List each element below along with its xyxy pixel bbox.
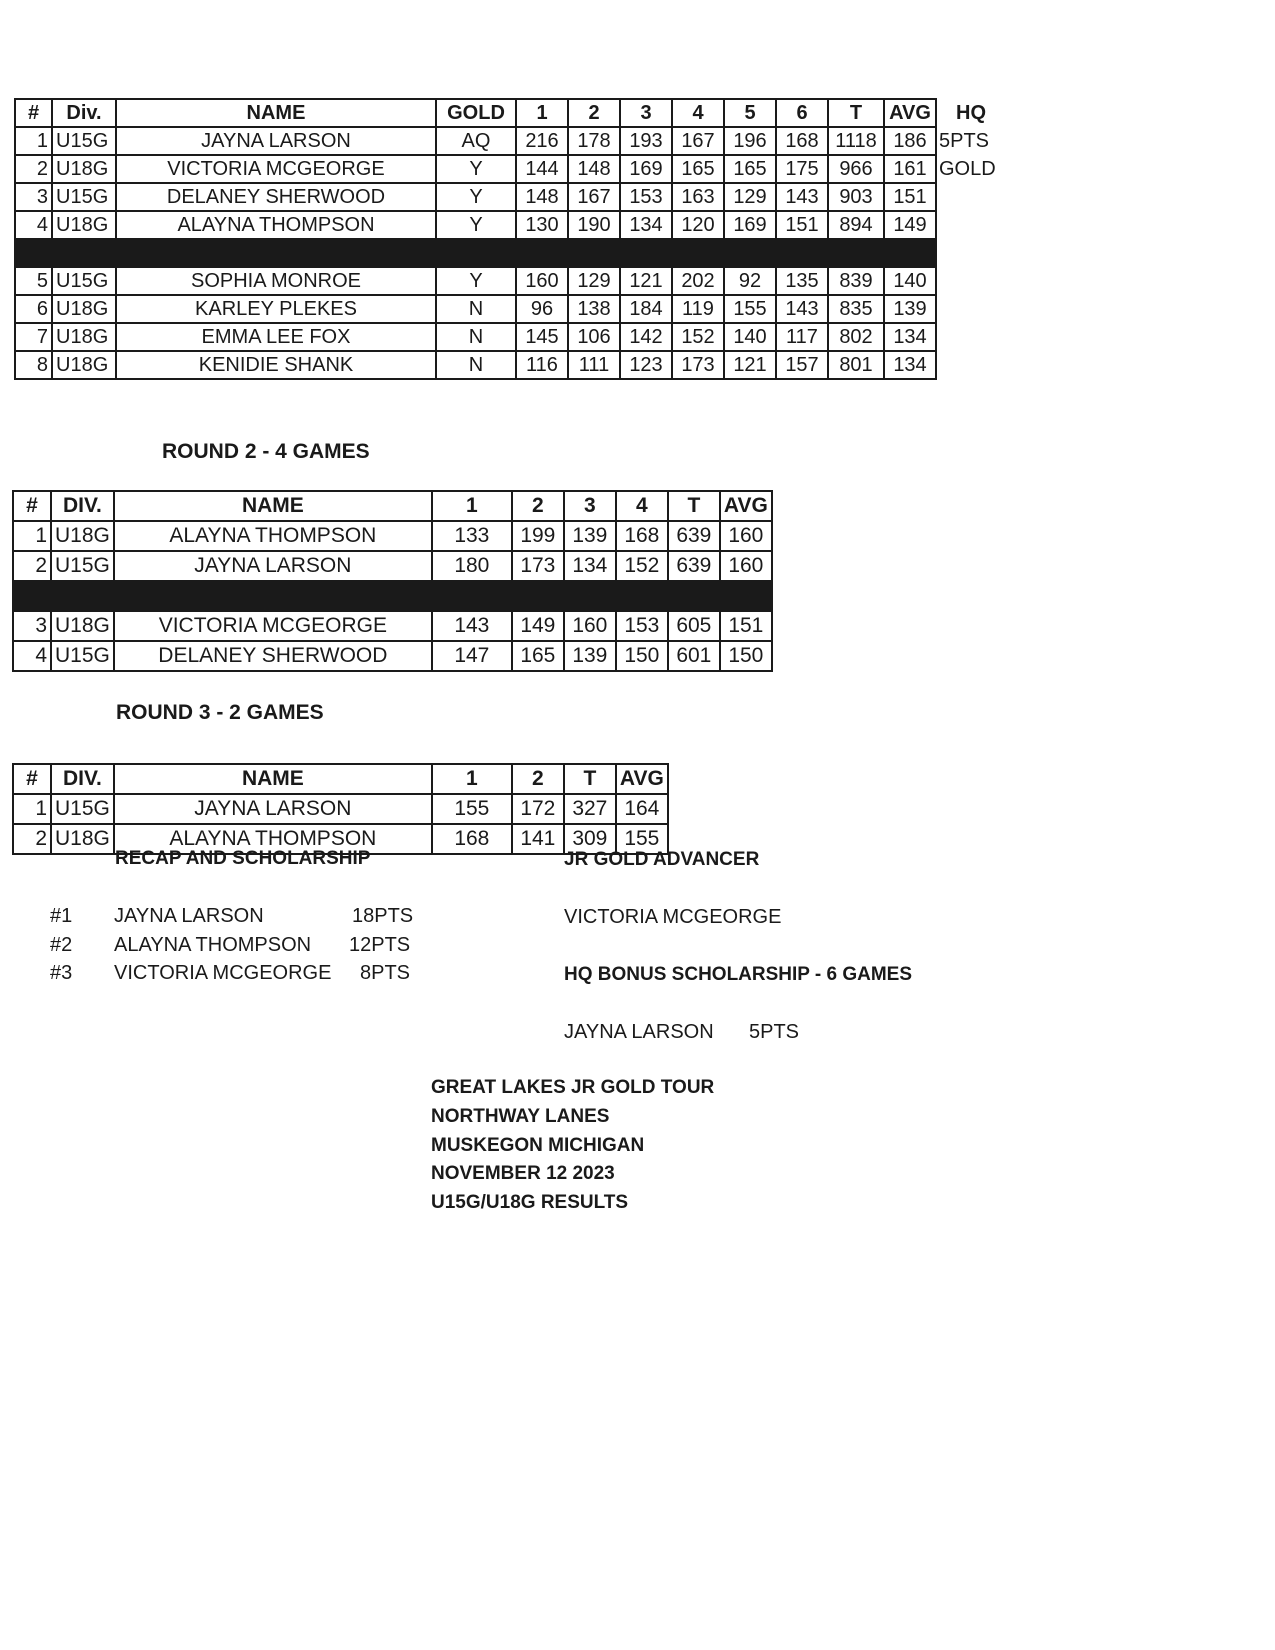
- table-cell: 839: [828, 267, 884, 295]
- cutline-separator: [15, 239, 936, 267]
- table-cell: 117: [776, 323, 828, 351]
- table-cell: 180: [432, 551, 512, 581]
- column-header: #: [13, 491, 51, 521]
- table-row: [13, 521, 772, 551]
- hq-bonus-name: JAYNA LARSON: [564, 1021, 714, 1043]
- table-cell: 802: [828, 323, 884, 351]
- table-cell: 186: [884, 127, 936, 155]
- table-cell: U18G: [52, 323, 116, 351]
- table-cell: 150: [720, 641, 772, 671]
- table-cell: 966: [828, 155, 884, 183]
- table-cell: 111: [568, 351, 620, 379]
- table-cell: 123: [620, 351, 672, 379]
- table-cell: 96: [516, 295, 568, 323]
- column-header: AVG: [884, 99, 936, 127]
- table-cell: 130: [516, 211, 568, 239]
- table-cell: 184: [620, 295, 672, 323]
- table-cell: 173: [672, 351, 724, 379]
- table-cell: 4: [15, 211, 52, 239]
- table-row: [15, 127, 936, 155]
- table-row: [13, 611, 772, 641]
- table-cell: 3: [13, 611, 51, 641]
- table-cell: 133: [432, 521, 512, 551]
- column-header: 3: [620, 99, 672, 127]
- table-cell: 6: [15, 295, 52, 323]
- recap-pts: 12PTS: [349, 934, 411, 956]
- table-cell: U15G: [52, 267, 116, 295]
- table-cell: 141: [512, 824, 564, 854]
- table-cell: 3: [15, 183, 52, 211]
- table-cell: 148: [516, 183, 568, 211]
- table-cell: 151: [884, 183, 936, 211]
- column-header: 3: [564, 491, 616, 521]
- table-cell: 165: [724, 155, 776, 183]
- table-cell: 172: [512, 794, 564, 824]
- column-header: T: [828, 99, 884, 127]
- table-cell: 151: [720, 611, 772, 641]
- table-cell: 801: [828, 351, 884, 379]
- table-cell: 119: [672, 295, 724, 323]
- table-cell: U15G: [52, 183, 116, 211]
- bowler-name-cell: ALAYNA THOMPSON: [116, 211, 436, 239]
- table-cell: 327: [564, 794, 616, 824]
- table-cell: 190: [568, 211, 620, 239]
- recap-rank: #1: [50, 905, 73, 927]
- column-header: 5: [724, 99, 776, 127]
- table-cell: 4: [13, 641, 51, 671]
- bowler-name-cell: KENIDIE SHANK: [116, 351, 436, 379]
- table-cell: 167: [568, 183, 620, 211]
- table-cell: N: [436, 323, 516, 351]
- table-row: [15, 295, 936, 323]
- table-row: [15, 155, 936, 183]
- column-header: 2: [568, 99, 620, 127]
- column-header: AVG: [616, 764, 668, 794]
- column-header: 1: [432, 491, 512, 521]
- column-header: T: [668, 491, 720, 521]
- table-cell: 143: [432, 611, 512, 641]
- table-cell: 193: [620, 127, 672, 155]
- round3-header-row: [13, 764, 668, 794]
- table-cell: 175: [776, 155, 828, 183]
- table-cell: 129: [568, 267, 620, 295]
- table-cell: U18G: [51, 824, 114, 854]
- bowler-name-cell: JAYNA LARSON: [114, 551, 432, 581]
- table-cell: 160: [720, 521, 772, 551]
- table-cell: 309: [564, 824, 616, 854]
- table-cell: 169: [724, 211, 776, 239]
- advancer-name: VICTORIA MCGEORGE: [564, 906, 782, 928]
- round1-table: [14, 98, 937, 380]
- event-line: MUSKEGON MICHIGAN: [431, 1135, 645, 1156]
- table-cell: 835: [828, 295, 884, 323]
- table-cell: U18G: [52, 211, 116, 239]
- table-cell: 116: [516, 351, 568, 379]
- table-cell: 149: [512, 611, 564, 641]
- table-row: [13, 794, 668, 824]
- cutline-separator: [13, 581, 772, 611]
- table-cell: U15G: [51, 794, 114, 824]
- column-header: Div.: [52, 99, 116, 127]
- table-cell: N: [436, 295, 516, 323]
- column-header: 2: [512, 764, 564, 794]
- table-cell: 168: [616, 521, 668, 551]
- table-cell: 202: [672, 267, 724, 295]
- table-cell: 168: [776, 127, 828, 155]
- column-header: GOLD: [436, 99, 516, 127]
- table-cell: 147: [432, 641, 512, 671]
- table-cell: 152: [616, 551, 668, 581]
- table-cell: 134: [884, 351, 936, 379]
- recap-name: VICTORIA MCGEORGE: [114, 962, 332, 984]
- table-row: [15, 267, 936, 295]
- table-cell: 134: [564, 551, 616, 581]
- bowler-name-cell: DELANEY SHERWOOD: [114, 641, 432, 671]
- table-cell: 216: [516, 127, 568, 155]
- table-cell: U18G: [51, 521, 114, 551]
- table-row: [15, 351, 936, 379]
- round2-header-row: [13, 491, 772, 521]
- table-cell: U18G: [52, 295, 116, 323]
- round2-table: [12, 490, 773, 672]
- column-header: 6: [776, 99, 828, 127]
- table-cell: 2: [13, 824, 51, 854]
- table-cell: 134: [884, 323, 936, 351]
- table-cell: 148: [568, 155, 620, 183]
- advancer-title: JR GOLD ADVANCER: [564, 849, 760, 870]
- recap-pts: 18PTS: [352, 905, 414, 927]
- table-cell: AQ: [436, 127, 516, 155]
- table-cell: 639: [668, 521, 720, 551]
- table-cell: 92: [724, 267, 776, 295]
- bowler-name-cell: KARLEY PLEKES: [116, 295, 436, 323]
- event-line: U15G/U18G RESULTS: [431, 1192, 629, 1213]
- table-cell: 151: [776, 211, 828, 239]
- table-cell: 155: [616, 824, 668, 854]
- table-cell: N: [436, 351, 516, 379]
- bowler-name-cell: DELANEY SHERWOOD: [116, 183, 436, 211]
- table-cell: Y: [436, 183, 516, 211]
- table-cell: 2: [15, 155, 52, 183]
- table-cell: 155: [432, 794, 512, 824]
- table-cell: 605: [668, 611, 720, 641]
- table-cell: U18G: [52, 155, 116, 183]
- recap-pts: 8PTS: [360, 962, 411, 984]
- table-cell: 163: [672, 183, 724, 211]
- table-cell: 167: [672, 127, 724, 155]
- table-cell: 149: [884, 211, 936, 239]
- table-cell: 165: [512, 641, 564, 671]
- hq-bonus-pts: 5PTS: [749, 1021, 800, 1043]
- table-cell: 140: [884, 267, 936, 295]
- table-cell: 903: [828, 183, 884, 211]
- table-cell: 143: [776, 295, 828, 323]
- round2-title: ROUND 2 - 4 GAMES: [162, 440, 370, 463]
- table-cell: 152: [672, 323, 724, 351]
- table-cell: 5: [15, 267, 52, 295]
- column-header: AVG: [720, 491, 772, 521]
- recap-title: RECAP AND SCHOLARSHIP: [115, 848, 371, 869]
- table-row: [15, 183, 936, 211]
- table-cell: 138: [568, 295, 620, 323]
- hq-bonus-title: HQ BONUS SCHOLARSHIP - 6 GAMES: [564, 964, 913, 985]
- table-cell: 153: [616, 611, 668, 641]
- bowler-name-cell: VICTORIA MCGEORGE: [116, 155, 436, 183]
- cutline-bar: [13, 581, 772, 611]
- recap-name: ALAYNA THOMPSON: [114, 934, 312, 956]
- table-cell: 160: [720, 551, 772, 581]
- table-cell: 143: [776, 183, 828, 211]
- bowler-name-cell: JAYNA LARSON: [114, 794, 432, 824]
- table-cell: 106: [568, 323, 620, 351]
- column-header: #: [13, 764, 51, 794]
- table-cell: 134: [620, 211, 672, 239]
- table-cell: 139: [564, 641, 616, 671]
- round3-title: ROUND 3 - 2 GAMES: [116, 701, 324, 724]
- event-line: NORTHWAY LANES: [431, 1106, 610, 1127]
- table-cell: Y: [436, 155, 516, 183]
- column-header: T: [564, 764, 616, 794]
- table-cell: 164: [616, 794, 668, 824]
- column-header: NAME: [114, 764, 432, 794]
- table-cell: 160: [516, 267, 568, 295]
- table-cell: 1: [13, 794, 51, 824]
- table-cell: 7: [15, 323, 52, 351]
- table-cell: 121: [724, 351, 776, 379]
- column-header: #: [15, 99, 52, 127]
- table-cell: 144: [516, 155, 568, 183]
- column-header: 2: [512, 491, 564, 521]
- table-cell: U15G: [51, 551, 114, 581]
- recap-name: JAYNA LARSON: [114, 905, 264, 927]
- table-cell: 160: [564, 611, 616, 641]
- table-cell: Y: [436, 211, 516, 239]
- table-cell: 169: [620, 155, 672, 183]
- bowler-name-cell: EMMA LEE FOX: [116, 323, 436, 351]
- table-cell: 157: [776, 351, 828, 379]
- hq-header: HQ: [956, 102, 986, 124]
- table-row: [15, 323, 936, 351]
- column-header: DIV.: [51, 491, 114, 521]
- table-cell: 150: [616, 641, 668, 671]
- bowler-name-cell: VICTORIA MCGEORGE: [114, 611, 432, 641]
- table-cell: 178: [568, 127, 620, 155]
- table-cell: 161: [884, 155, 936, 183]
- table-cell: 139: [564, 521, 616, 551]
- bowler-name-cell: ALAYNA THOMPSON: [114, 521, 432, 551]
- table-cell: 145: [516, 323, 568, 351]
- column-header: NAME: [114, 491, 432, 521]
- table-cell: 142: [620, 323, 672, 351]
- table-cell: 639: [668, 551, 720, 581]
- table-cell: 173: [512, 551, 564, 581]
- table-cell: U15G: [51, 641, 114, 671]
- table-cell: Y: [436, 267, 516, 295]
- bowler-name-cell: SOPHIA MONROE: [116, 267, 436, 295]
- table-cell: 1118: [828, 127, 884, 155]
- round3-table: [12, 763, 669, 855]
- event-line: GREAT LAKES JR GOLD TOUR: [431, 1077, 715, 1098]
- column-header: 1: [432, 764, 512, 794]
- table-cell: 153: [620, 183, 672, 211]
- column-header: 4: [616, 491, 668, 521]
- table-cell: 121: [620, 267, 672, 295]
- table-cell: 129: [724, 183, 776, 211]
- table-cell: 135: [776, 267, 828, 295]
- table-row: [15, 211, 936, 239]
- hq-row2-value: GOLD: [939, 158, 996, 180]
- bowler-name-cell: JAYNA LARSON: [116, 127, 436, 155]
- table-cell: 2: [13, 551, 51, 581]
- table-cell: U18G: [52, 351, 116, 379]
- table-cell: 894: [828, 211, 884, 239]
- table-cell: 196: [724, 127, 776, 155]
- column-header: 1: [516, 99, 568, 127]
- table-cell: 120: [672, 211, 724, 239]
- table-cell: 168: [432, 824, 512, 854]
- recap-rank: #2: [50, 934, 73, 956]
- table-cell: 8: [15, 351, 52, 379]
- table-cell: 155: [724, 295, 776, 323]
- round1-header-row: [15, 99, 936, 127]
- table-cell: 1: [15, 127, 52, 155]
- column-header: DIV.: [51, 764, 114, 794]
- hq-row1-value: 5PTS: [939, 130, 990, 152]
- table-cell: 601: [668, 641, 720, 671]
- table-cell: 199: [512, 521, 564, 551]
- table-cell: 140: [724, 323, 776, 351]
- table-cell: 1: [13, 521, 51, 551]
- table-cell: U15G: [52, 127, 116, 155]
- column-header: NAME: [116, 99, 436, 127]
- event-line: NOVEMBER 12 2023: [431, 1163, 615, 1184]
- table-cell: 165: [672, 155, 724, 183]
- table-cell: 139: [884, 295, 936, 323]
- table-cell: U18G: [51, 611, 114, 641]
- bowler-name-cell: ALAYNA THOMPSON: [114, 824, 432, 854]
- cutline-bar: [15, 239, 936, 267]
- table-row: [13, 641, 772, 671]
- recap-rank: #3: [50, 962, 73, 984]
- table-row: [13, 551, 772, 581]
- column-header: 4: [672, 99, 724, 127]
